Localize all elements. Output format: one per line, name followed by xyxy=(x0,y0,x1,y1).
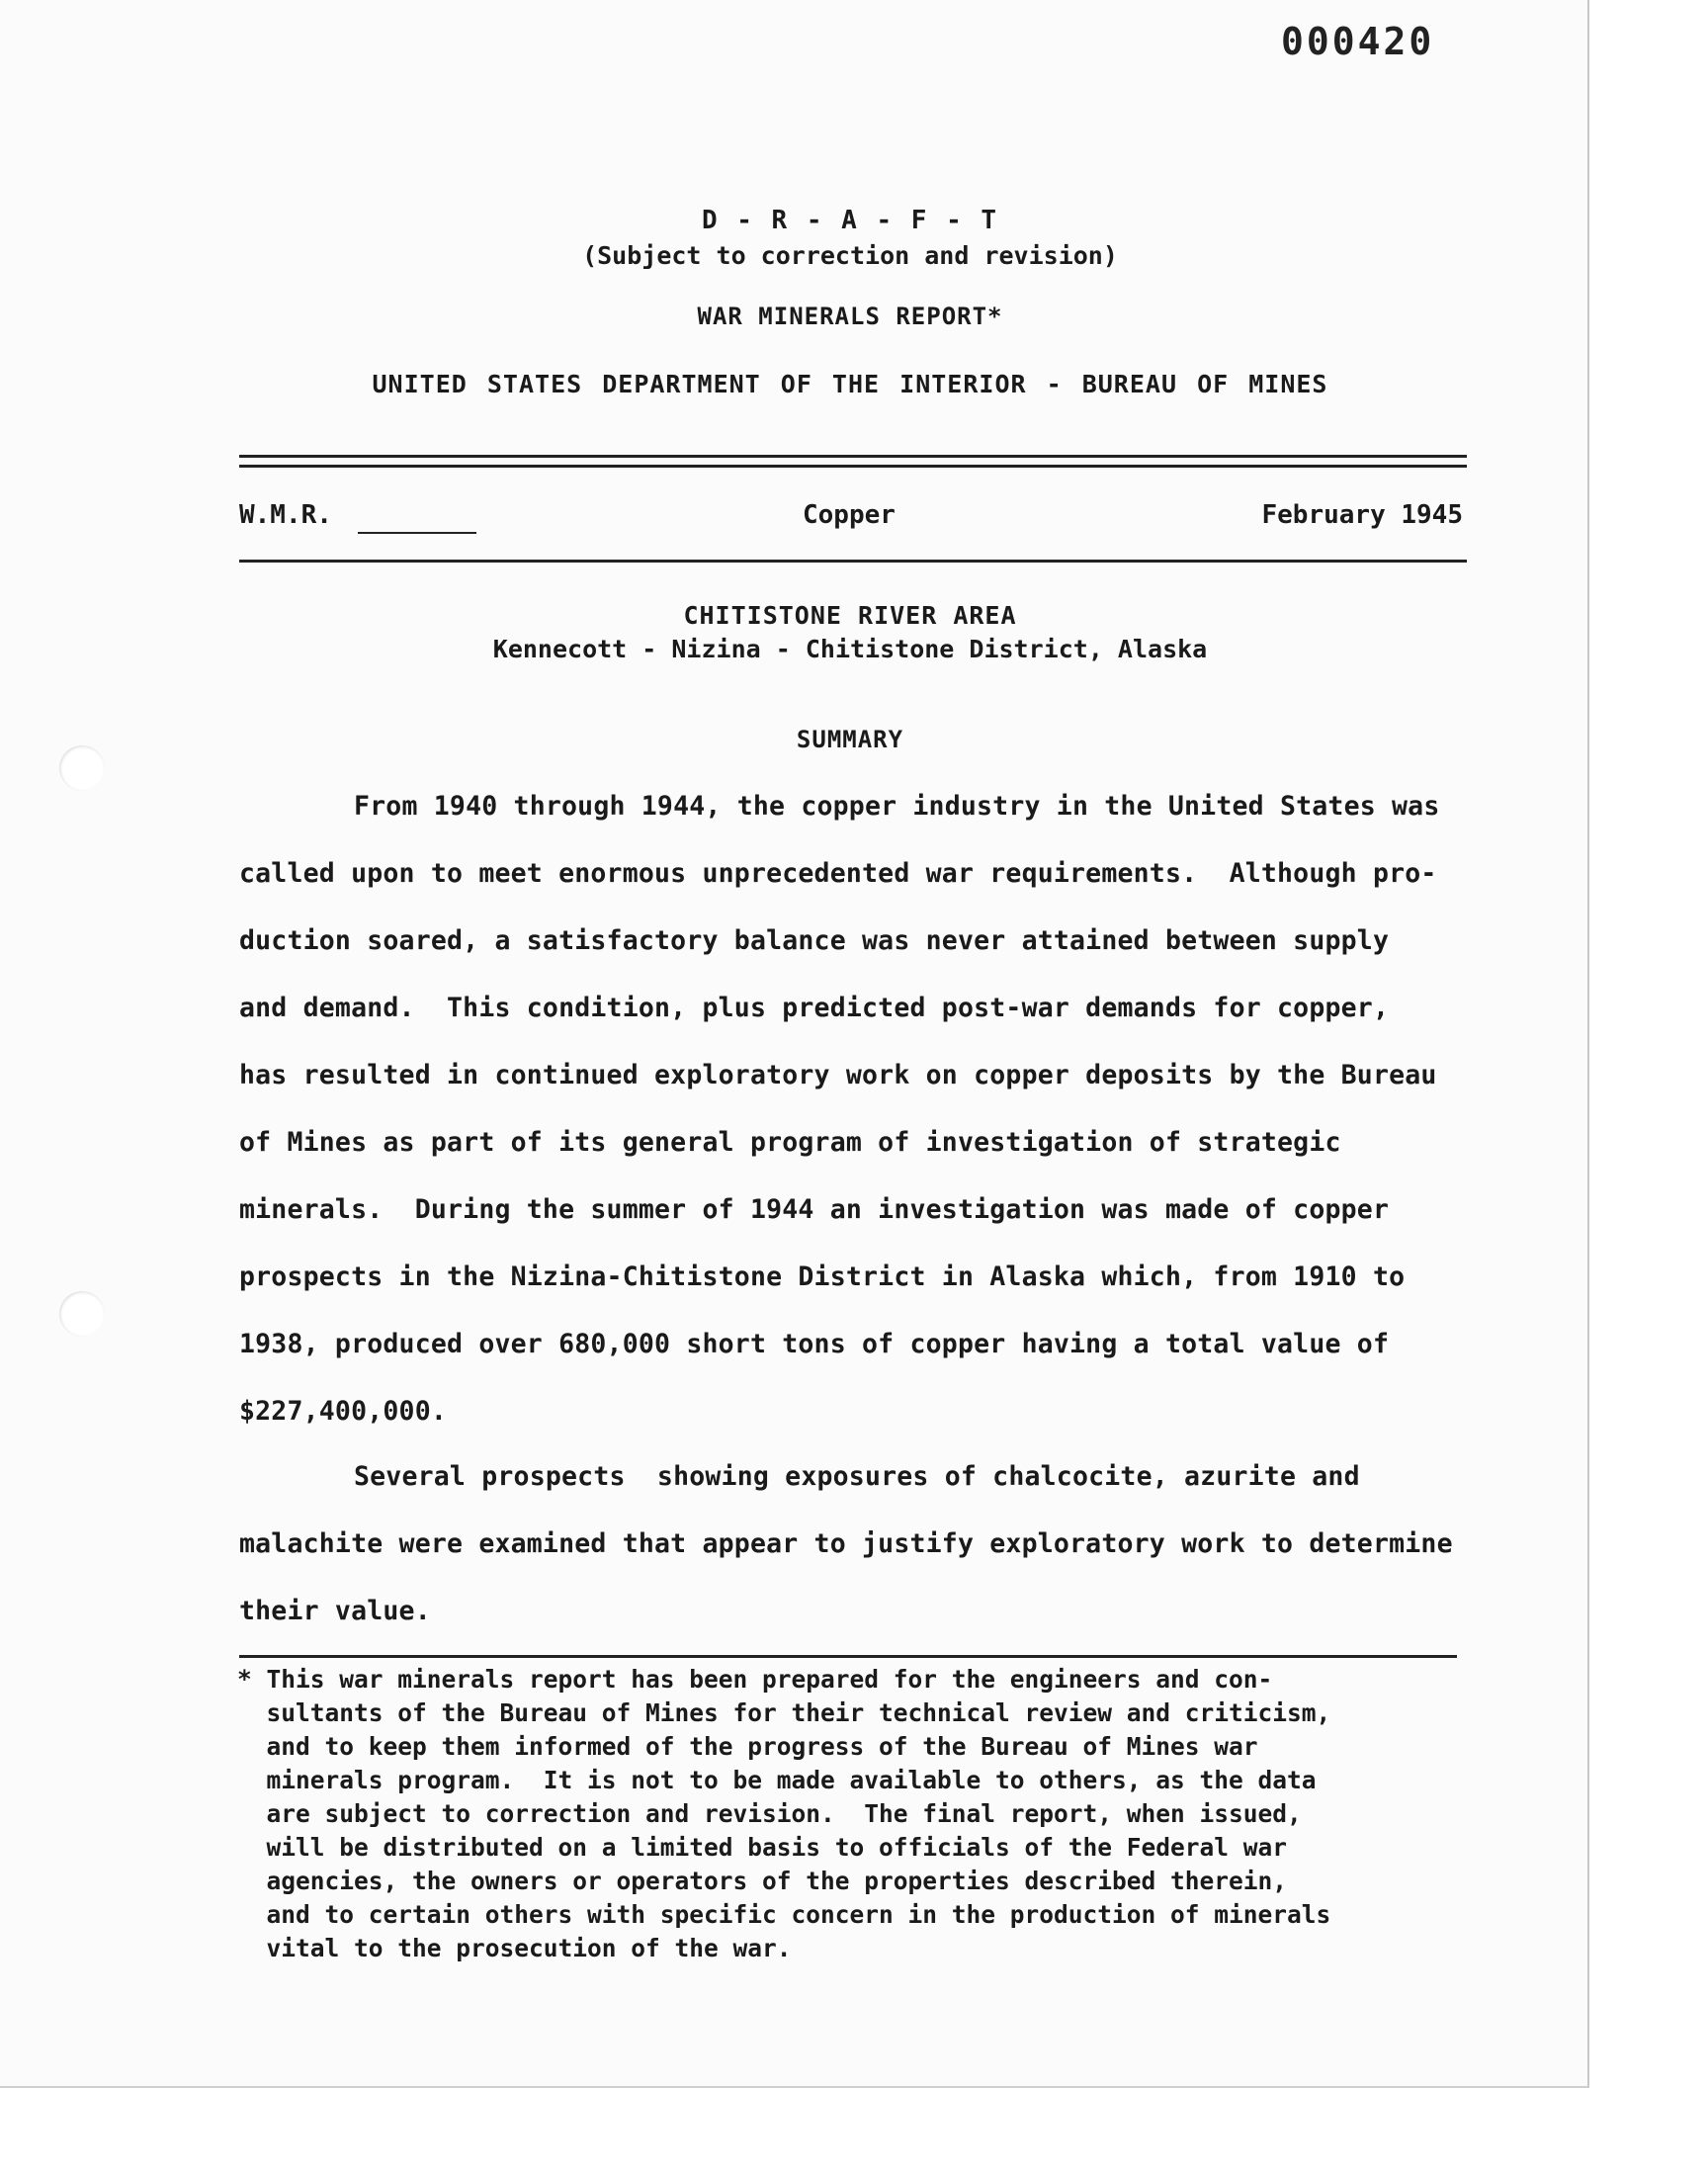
commodity: Copper xyxy=(803,500,896,530)
area-title: CHITISTONE RIVER AREA xyxy=(683,601,1017,630)
paragraph-line: of Mines as part of its general program of investigation of strategic xyxy=(239,1127,1341,1158)
summary-heading: SUMMARY xyxy=(796,726,904,753)
footnote-rule xyxy=(239,1655,1457,1658)
report-header-row xyxy=(239,500,1467,534)
footnote-line: minerals program. It is not to be made available to others, as the data xyxy=(237,1766,1317,1794)
report-date: February 1945 xyxy=(1261,500,1463,530)
draft-title: D - R - A - F - T xyxy=(701,206,999,235)
punch-hole-upper xyxy=(59,745,105,791)
punch-hole-lower xyxy=(59,1291,105,1337)
paragraph-line: 1938, produced over 680,000 short tons of copper having a total value of xyxy=(239,1329,1390,1359)
footnote-line: agencies, the owners or operators of the properties described therein, xyxy=(237,1867,1288,1895)
scan-margin-bottom xyxy=(0,2088,1708,2175)
footnote-line: will be distributed on a limited basis to officials of the Federal war xyxy=(237,1833,1288,1862)
paragraph-line: duction soared, a satisfactory balance was never attained between supply xyxy=(239,925,1390,956)
footnote-line: and to keep them informed of the progress of the Bureau of Mines war xyxy=(237,1732,1258,1761)
footnote-line: are subject to correction and revision. The final report, when issued, xyxy=(237,1799,1302,1828)
paragraph-line: called upon to meet enormous unprecedented war requirements. Although pro- xyxy=(239,858,1437,889)
header-double-rule-lower xyxy=(239,465,1467,468)
scan-margin-right xyxy=(1589,0,1708,2175)
report-title: WAR MINERALS REPORT* xyxy=(697,303,1003,330)
paragraph-line: minerals. During the summer of 1944 an investigation was made of copper xyxy=(239,1194,1390,1225)
paragraph-line: From 1940 through 1944, the copper industry in the United States was xyxy=(354,791,1440,822)
header-rule xyxy=(239,560,1467,563)
draft-subtitle: (Subject to correction and revision) xyxy=(582,241,1118,270)
paragraph-line: their value. xyxy=(239,1596,431,1626)
footnote-line: sultants of the Bureau of Mines for their technical review and criticism, xyxy=(237,1698,1331,1727)
paragraph-line: prospects in the Nizina-Chitistone District in Alaska which, from 1910 to xyxy=(239,1262,1406,1292)
wmr-number-blank xyxy=(358,532,476,534)
paragraph-line: Several prospects showing exposures of chalcocite, azurite and xyxy=(354,1461,1360,1492)
paragraph-line: $227,400,000. xyxy=(239,1396,448,1427)
paragraph-line: has resulted in continued exploratory work on copper deposits by the Bureau xyxy=(239,1060,1437,1090)
header-double-rule-upper xyxy=(239,455,1467,458)
footnote-line: * This war minerals report has been prepared for the engineers and con- xyxy=(237,1665,1273,1694)
agency-line: UNITED STATES DEPARTMENT OF THE INTERIOR - BUREAU OF MINES xyxy=(372,370,1328,398)
wmr-label: W.M.R. xyxy=(239,500,332,530)
paragraph-line: and demand. This condition, plus predicted post-war demands for copper, xyxy=(239,993,1390,1023)
page-number: 000420 xyxy=(1281,20,1435,63)
footnote-line: and to certain others with specific concern in the production of minerals xyxy=(237,1900,1331,1929)
footnote-line: vital to the prosecution of the war. xyxy=(237,1934,792,1962)
district-line: Kennecott - Nizina - Chitistone District, Alaska xyxy=(492,635,1208,663)
paragraph-line: malachite were examined that appear to justify exploratory work to determine xyxy=(239,1528,1453,1559)
